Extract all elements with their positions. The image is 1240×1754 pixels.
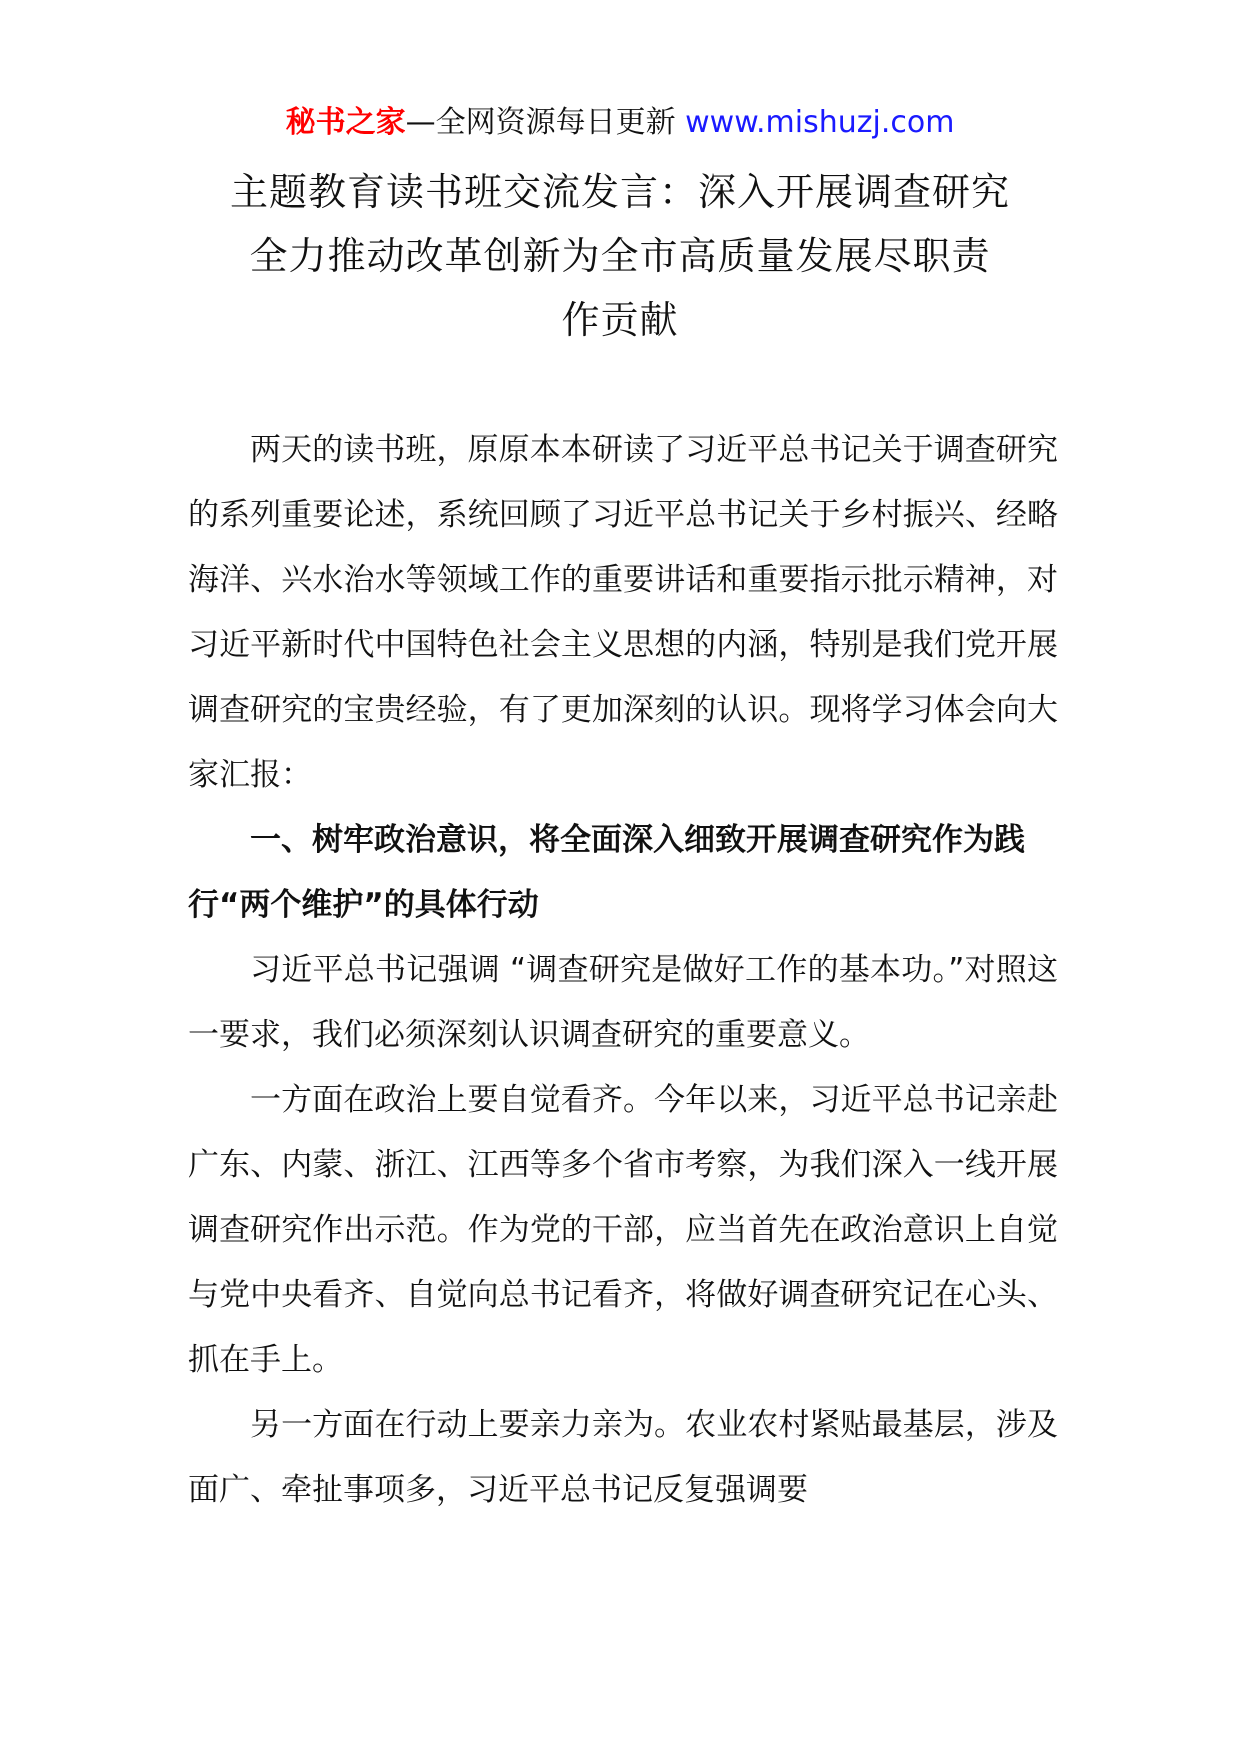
brand-name: 秘书之家 bbox=[285, 105, 406, 140]
document-title bbox=[150, 160, 1090, 352]
site-header bbox=[0, 100, 1240, 146]
title-line-2: 全力推动改革创新为全市高质量发展尽职责 bbox=[249, 234, 991, 278]
body-paragraph: 一方面在政治上要自觉看齐。今年以来，习近平总书记亲赴广东、内蒙、浙江、江西等多个省市考察，为我们深入一线开展调查研究作出示范。作为党的干部，应当首先在政治意识上自觉与党中央看齐、自觉向总书记看齐，将做好调查研究记在心头、抓在手上。 bbox=[188, 1082, 1058, 1378]
intro-paragraph: 两天的读书班，原原本本研读了习近平总书记关于调查研究的系列重要论述，系统回顾了习近平总书记关于乡村振兴、经略海洋、兴水治水等领域工作的重要讲话和重要指示批示精神，对习近平新时代中国特色社会主义思想的内涵，特别是我们党开展调查研究的宝贵经验，有了更加深刻的认识。现将学习体会向大家汇报： bbox=[188, 432, 1058, 793]
site-url[interactable]: www.mishuzj.com bbox=[685, 105, 955, 140]
title-line-1: 主题教育读书班交流发言：深入开展调查研究 bbox=[229, 170, 1010, 214]
site-tagline: —全网资源每日更新 bbox=[405, 105, 676, 140]
body-paragraph: 习近平总书记强调 “调查研究是做好工作的基本功。”对照这一要求，我们必须深刻认识调查研究的重要意义。 bbox=[188, 952, 1058, 1053]
title-line-3: 作贡献 bbox=[561, 298, 679, 342]
document-body bbox=[188, 418, 1058, 1523]
section-heading-1: 一、树牢政治意识，将全面深入细致开展调查研究作为践行“两个维护”的具体行动 bbox=[188, 822, 1025, 923]
body-paragraph: 另一方面在行动上要亲力亲为。农业农村紧贴最基层，涉及面广、牵扯事项多，习近平总书记反复强调要 bbox=[188, 1407, 1058, 1508]
